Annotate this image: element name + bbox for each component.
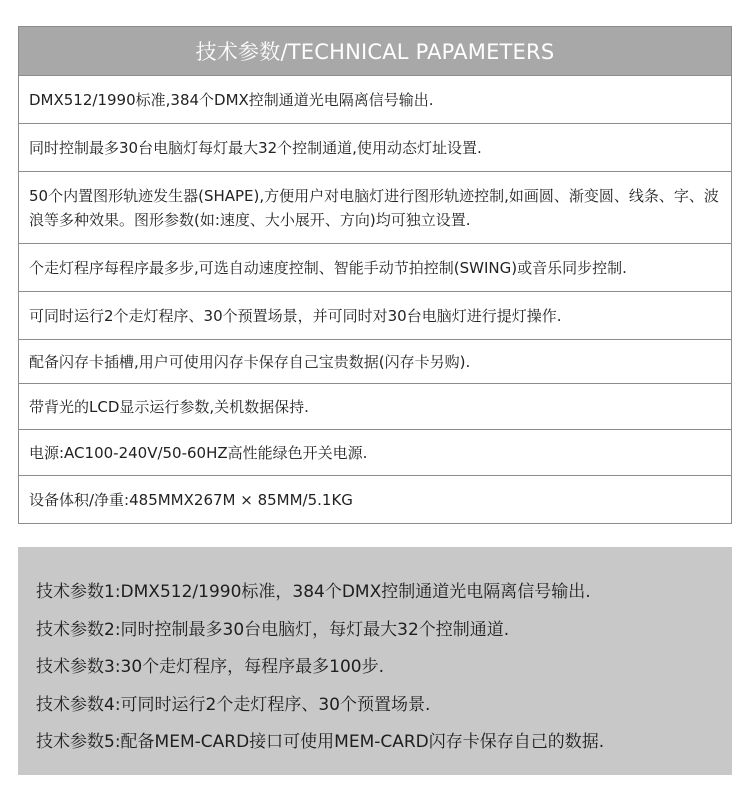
spec-row: 同时控制最多30台电脑灯每灯最大32个控制通道,使用动态灯址设置. — [19, 124, 731, 172]
spec-row: 电源:AC100-240V/50-60HZ高性能绿色开关电源. — [19, 430, 731, 476]
summary-line: 技术参数2:同时控制最多30台电脑灯，每灯最大32个控制通道. — [36, 619, 510, 640]
spec-row: 可同时运行2个走灯程序、30个预置场景，并可同时对30台电脑灯进行提灯操作. — [19, 292, 731, 340]
spec-row: 带背光的LCD显示运行参数,关机数据保持. — [19, 384, 731, 430]
summary-line: 技术参数4:可同时运行2个走灯程序、30个预置场景. — [36, 694, 431, 715]
spec-row: 配备闪存卡插槽,用户可使用闪存卡保存自己宝贵数据(闪存卡另购). — [19, 340, 731, 384]
spec-table — [18, 26, 732, 524]
spec-row: 设备体积/净重:485MMX267M × 85MM/5.1KG — [29, 491, 353, 509]
summary-line: 技术参数3:30个走灯程序，每程序最多100步. — [36, 657, 385, 677]
summary-line: 技术参数5:配备MEM-CARD接口可使用MEM-CARD闪存卡保存自己的数据. — [36, 732, 605, 752]
spec-row: DMX512/1990标准,384个DMX控制通道光电隔离信号输出. — [19, 76, 731, 124]
spec-row: 50个内置图形轨迹发生器(SHAPE),方便用户对电脑灯进行图形轨迹控制,如画圆、渐变圆、线条、字、波浪等多种效果。图形参数(如:速度、大小展开、方向)均可独立设置. — [19, 172, 731, 244]
spec-table-title: 技术参数/TECHNICAL PAPAMETERS — [19, 27, 731, 76]
spec-row: 个走灯程序每程序最多步,可选自动速度控制、智能手动节拍控制(SWING)或音乐同步控制. — [19, 244, 731, 292]
summary-line: 技术参数1:DMX512/1990标准，384个DMX控制通道光电隔离信号输出. — [36, 582, 591, 602]
summary-box — [18, 547, 732, 775]
